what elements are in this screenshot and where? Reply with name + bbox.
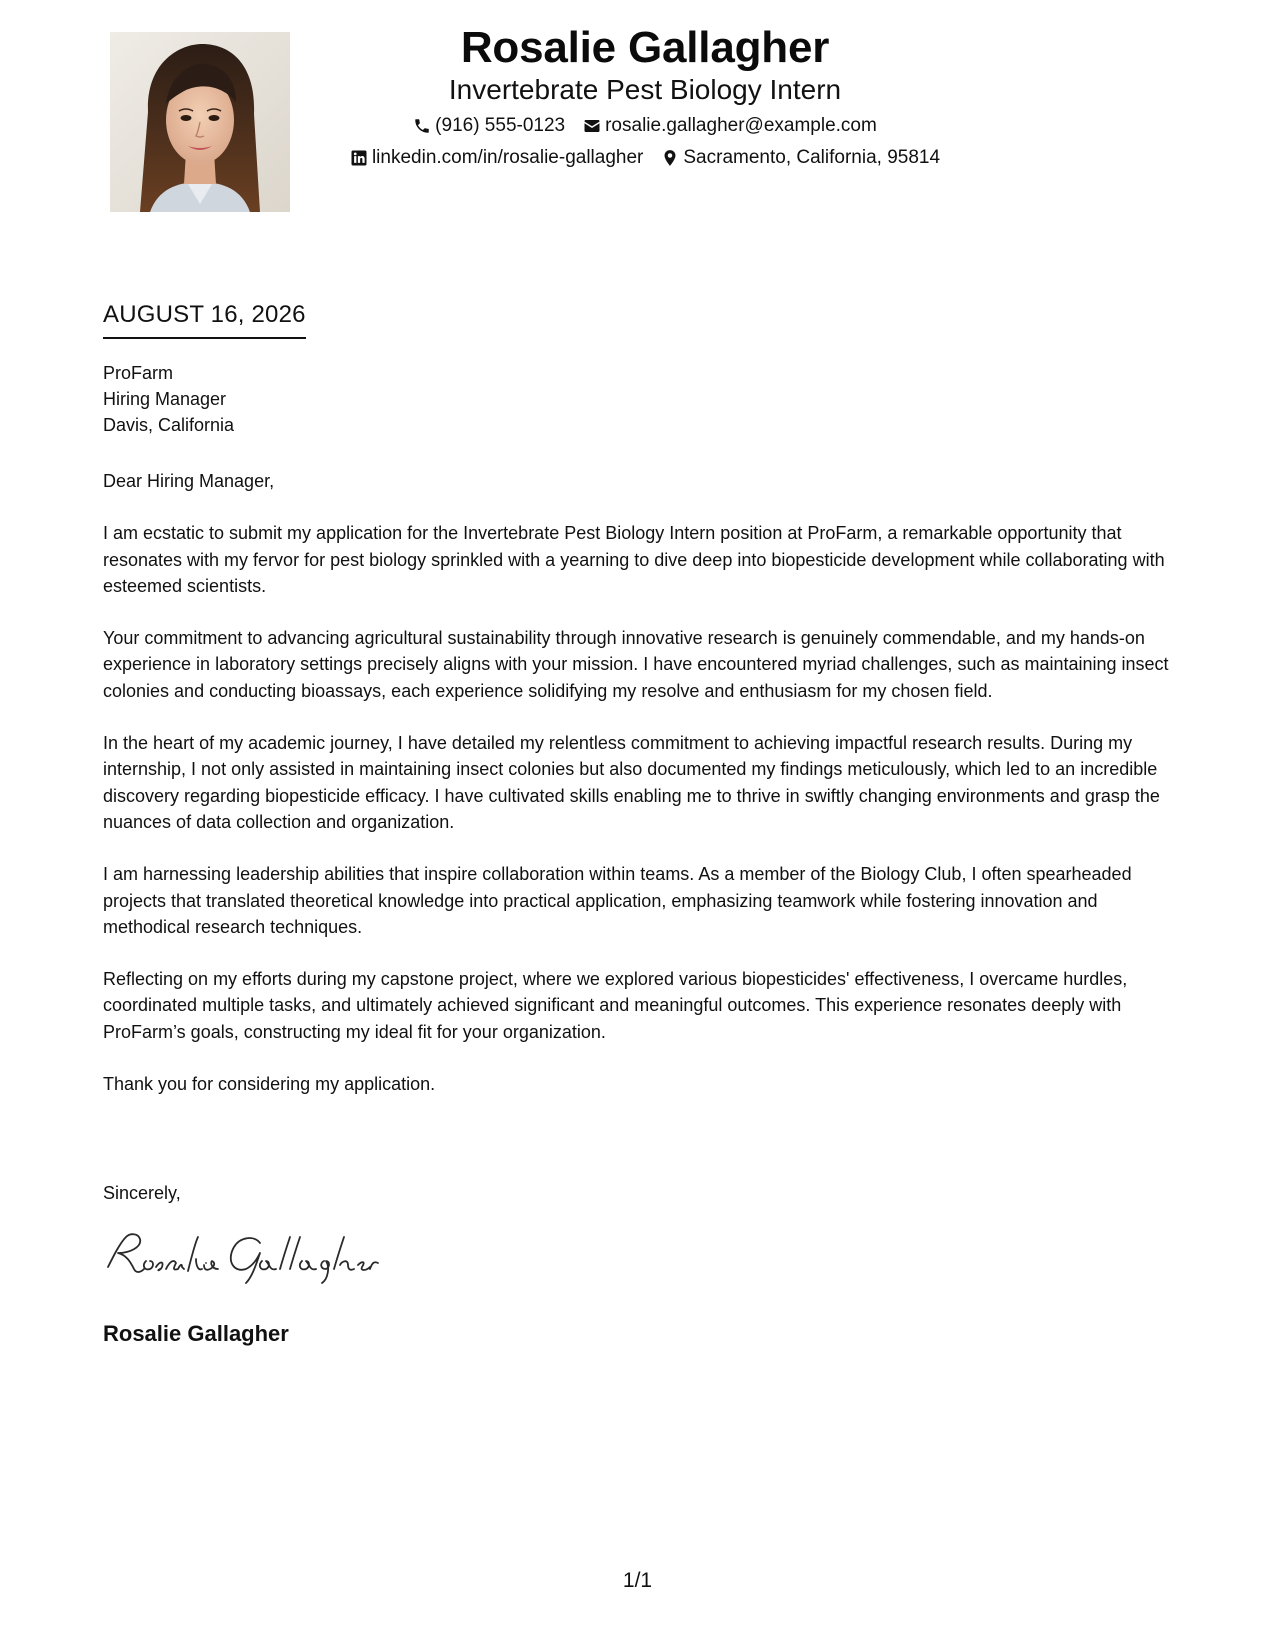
recipient-location: Davis, California (103, 415, 235, 435)
contact-phone[interactable] (413, 114, 565, 138)
envelope-icon (583, 117, 601, 135)
letter-body (103, 468, 1173, 1123)
body-paragraph-4: I am harnessing leadership abilities that inspire collaboration within teams. As a member of the Biology Club, I often spearheaded projects that translated theoretical knowledge into practical application, emphasizing teamwork while fostering innovation and methodical research techniques. (103, 864, 1132, 937)
contact-row-primary (300, 114, 990, 138)
phone-text: (916) 555-0123 (435, 115, 566, 136)
recipient-block (103, 360, 234, 438)
body-paragraph-3: In the heart of my academic journey, I have detailed my relentless commitment to achieving impactful research results. During my internship, I not only assisted in maintaining insect colonies but also documented my findings meticulously, which led to an incredible discovery regarding biopesticide efficacy. I have cultivated skills enabling me to thrive in swiftly changing environments and grasp the nuances of data collection and organization. (103, 733, 1160, 832)
body-paragraph-5: Reflecting on my efforts during my capstone project, where we explored various biopesticides' effectiveness, I overcame hurdles, coordinated multiple tasks, and ultimately achieved significant and meaningful outcomes. This experience resonates deeply with ProFarm’s goals, constructing my ideal fit for your organization. (103, 969, 1128, 1042)
email-text: rosalie.gallagher@example.com (605, 115, 877, 136)
closing: Sincerely, (103, 1183, 181, 1203)
body-paragraph-2: Your commitment to advancing agricultural sustainability through innovative research is genuinely commendable, and my hands-on experience in laboratory settings precisely aligns with your mission. I have encountered myriad challenges, such as maintaining insect colonies and conducting bioassays, each experience solidifying my resolve and enthusiasm for my chosen field. (103, 628, 1169, 701)
recipient-contact: Hiring Manager (103, 389, 227, 409)
contact-linkedin[interactable] (350, 146, 643, 170)
handwritten-signature (100, 1225, 380, 1285)
salutation: Dear Hiring Manager, (103, 471, 275, 491)
profile-photo (110, 32, 290, 212)
contact-email[interactable] (583, 114, 877, 138)
body-paragraph-1: I am ecstatic to submit my application for the Invertebrate Pest Biology Intern position at ProFarm, a remarkable opportunity that resonates with my fervor for pest biology sprinkled with a yearning to dive deep into biopesticide development while collaborating with esteemed scientists. (103, 523, 1165, 596)
applicant-name: Rosalie Gallagher (460, 23, 830, 72)
phone-icon (413, 117, 431, 135)
applicant-title: Invertebrate Pest Biology Intern (448, 74, 842, 105)
body-paragraph-6: Thank you for considering my application. (103, 1074, 436, 1095)
signer-name: Rosalie Gallagher (103, 1321, 289, 1346)
letter-date: AUGUST 16, 2026 (103, 299, 306, 339)
contact-row-secondary (300, 146, 990, 170)
page-indicator: 1/1 (622, 1569, 653, 1592)
linkedin-text: linkedin.com/in/rosalie-gallagher (371, 147, 644, 168)
letter-header (300, 22, 990, 170)
contact-location (661, 146, 940, 170)
location-text: Sacramento, California, 95814 (683, 147, 941, 168)
recipient-company: ProFarm (103, 363, 174, 383)
map-pin-icon (661, 149, 679, 167)
linkedin-icon (350, 149, 368, 167)
